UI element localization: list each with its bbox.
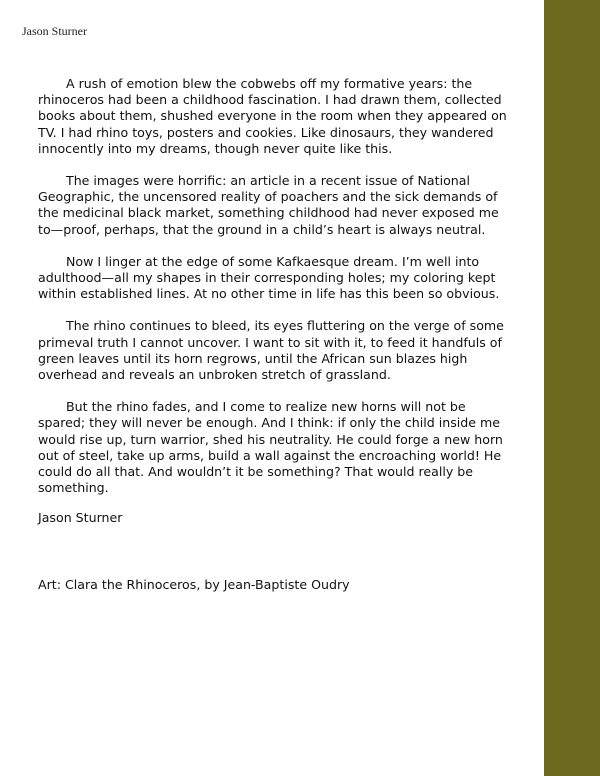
author-signature: Jason Sturner — [38, 510, 123, 525]
paragraph-1: A rush of emotion blew the cobwebs off my formative years: the rhinoceros had been a childhood fascination. I had drawn them, collected books about them, shushed everyone in the room when they appeared on TV. I had rhino toys, posters and cookies. Like dinosaurs, they wandered innocently into my dreams, though never quite like this. — [38, 76, 507, 156]
paragraph-2: The images were horrific: an article in a recent issue of National Geographic, the uncensored reality of poachers and the sick demands of the medicinal black market, something childhood had never exposed me to—proof, perhaps, that the ground in a child’s heart is always neutral. — [38, 173, 499, 237]
running-header-author: Jason Sturner — [22, 24, 87, 38]
paragraph-5: But the rhino fades, and I come to realize new horns will not be spared; they will never be enough. And I think: if only the child inside me would rise up, turn warrior, shed his neutrality. He could forge a new horn out of steel, take up arms, build a wall against the encroaching world! He could do all that. And wouldn’t it be something? That would really be something. — [38, 399, 503, 496]
paragraph-3: Now I linger at the edge of some Kafkaesque dream. I’m well into adulthood—all my shapes in their corresponding holes; my coloring kept within established lines. At no other time in life has this been so obvious. — [38, 253, 500, 302]
art-credit: Art: Clara the Rhinoceros, by Jean-Baptiste Oudry — [38, 577, 350, 592]
essay-body — [38, 76, 512, 512]
paragraph-4: The rhino continues to bleed, its eyes fluttering on the verge of some primeval truth I cannot uncover. I want to sit with it, to feed it handfuls of green leaves until its horn regrows, until the African sun blazes high overhead and reveals an unbroken stretch of grassland. — [38, 318, 504, 383]
decorative-side-bar — [544, 0, 600, 776]
